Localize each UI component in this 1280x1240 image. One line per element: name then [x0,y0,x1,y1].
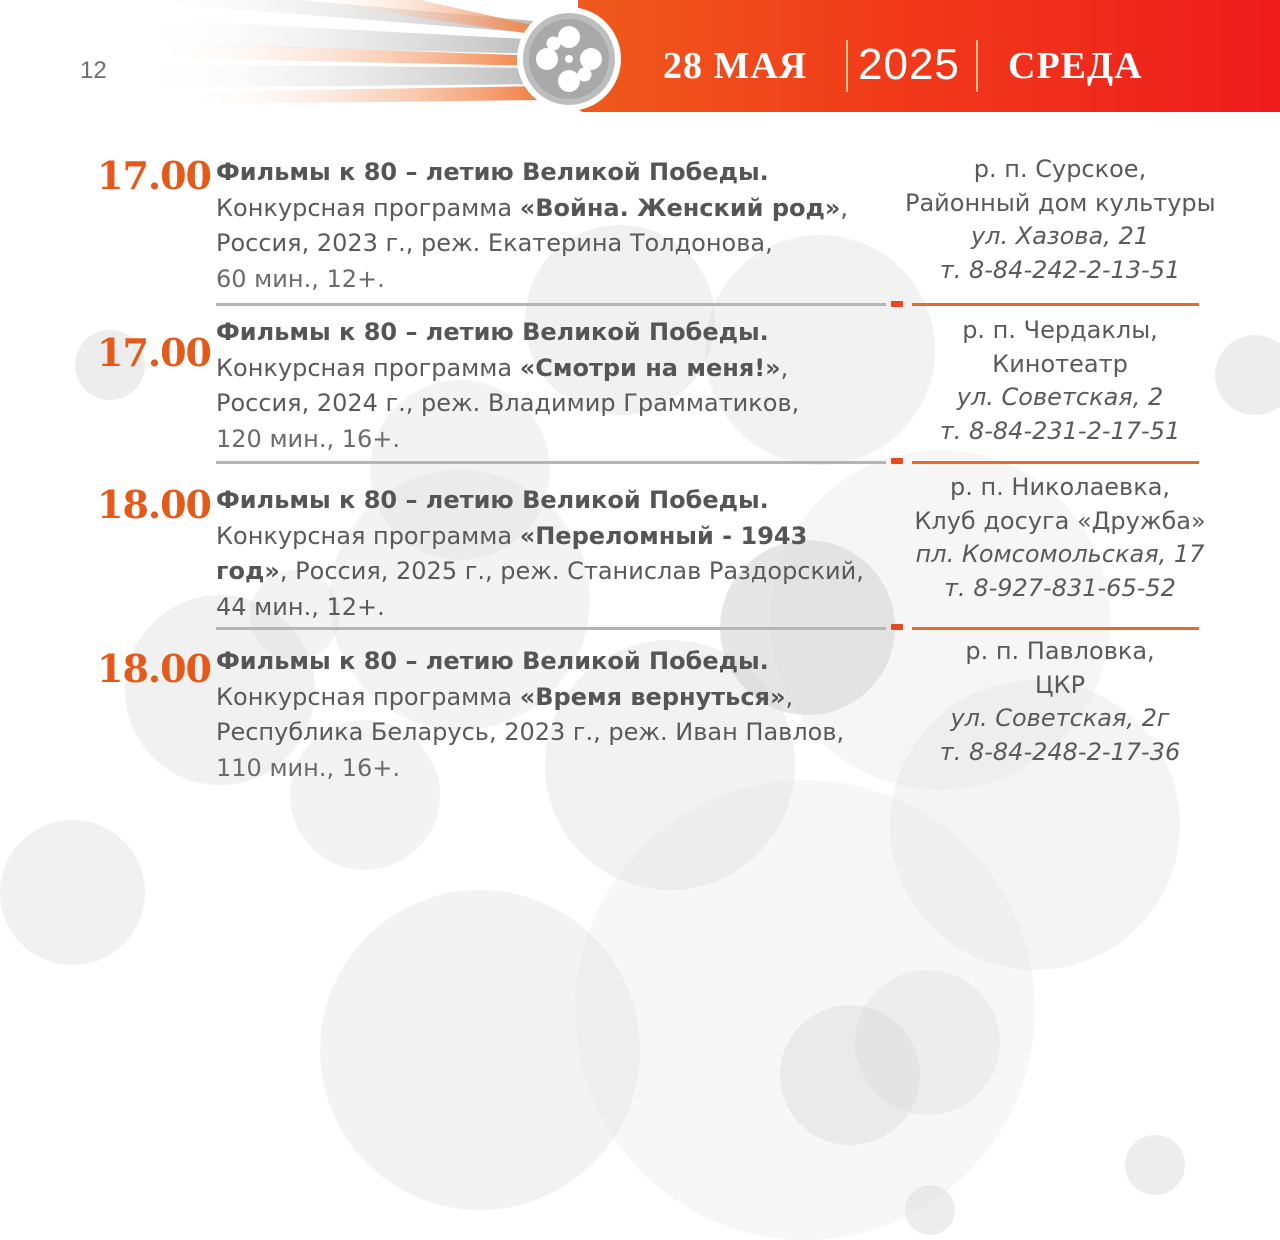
film-title: «Время вернуться» [519,682,786,711]
event-venue [905,635,1215,769]
event-program: Конкурсная программа [216,353,520,382]
date-weekday: СРЕДА [1008,45,1143,87]
event-description: Фильмы к 80 – летию Великой Победы. Конкурсная программа «Смотри на меня!», Россия, 2024 г., реж. Владимир Грамматиков, 120 мин., 16+. [216,318,800,453]
page-number: 12 [80,57,107,84]
venue-address: ул. Советская, 2г [950,704,1170,732]
venue-place: р. п. Николаевка, [949,473,1171,501]
venue-phone: т. 8-84-242-2-13-51 [939,255,1181,284]
event-time: 17.00 [97,330,211,375]
venue-address: ул. Советская, 2 [956,383,1164,411]
event-time: 18.00 [97,646,211,691]
venue-name: Районный дом культуры [905,188,1216,217]
film-title: «Война. Женский род» [519,193,841,222]
event-duration: 60 мин., 12+. [216,264,385,293]
event-program: Конкурсная программа [216,521,520,550]
separator-line [216,303,886,306]
event-details: Республика Беларусь, 2023 г., реж. Иван Павлов, [216,718,845,746]
date-year: 2025 [858,40,960,89]
venue-place: р. п. Чердаклы, [962,316,1158,344]
venue-phone: т. 8-927-831-65-52 [944,573,1176,602]
venue-name: ЦКР [1034,670,1086,699]
venue-address: пл. Комсомольская, 17 [915,540,1205,568]
venue-name: Клуб досуга «Дружба» [914,506,1206,535]
event-program: Конкурсная программа [216,193,520,222]
event-description [216,483,876,625]
venue-name: Кинотеатр [992,349,1128,378]
event-duration: 110 мин., 16+. [216,753,400,782]
event-heading: Фильмы к 80 – летию Великой Победы. [216,158,769,186]
venue-address: ул. Хазова, 21 [970,222,1150,250]
venue-phone: т. 8-84-231-2-17-51 [939,416,1181,445]
event-description: Фильмы к 80 – летию Великой Победы. Конкурсная программа «Время вернуться», Республика Беларусь, 2023 г., реж. Иван Павлов, 110 мин., 16+. [216,647,845,782]
venue-phone: т. 8-84-248-2-17-36 [939,737,1181,766]
separator-line [216,461,886,464]
event-details: Россия, 2023 г., реж. Екатерина Толдонова, [216,229,773,257]
event-heading: Фильмы к 80 – летию Великой Победы. [216,486,769,514]
separator-marker [891,301,903,307]
event-venue [905,471,1215,605]
event-heading: Фильмы к 80 – летию Великой Победы. [216,318,769,346]
separator-line [912,627,1199,630]
event-venue [905,153,1215,287]
film-title: «Смотри на меня!» [519,353,781,382]
event-details: , Россия, 2025 г., реж. Станислав Раздорский, 44 мин., 12+. [216,557,864,621]
separator-line [912,303,1199,306]
event-time: 18.00 [97,482,211,527]
separator-line [216,627,886,630]
venue-place: р. п. Сурское, [973,155,1147,183]
event-time: 17.00 [97,153,211,198]
event-venue [905,314,1215,448]
event-heading: Фильмы к 80 – летию Великой Победы. [216,647,769,675]
event-details: Россия, 2024 г., реж. Владимир Грамматиков, [216,389,800,417]
event-description: Фильмы к 80 – летию Великой Победы. Конкурсная программа «Война. Женский род», Россия, 2023 г., реж. Екатерина Толдонова, 60 мин., 12+. [216,158,849,293]
date-day: 28 МАЯ [663,45,808,87]
film-title: «Переломный - 1943 год» [216,521,808,585]
separator-line [912,461,1199,464]
venue-place: р. п. Павловка, [965,637,1155,665]
separator-marker [891,458,903,464]
event-program: Конкурсная программа [216,682,520,711]
event-duration: 120 мин., 16+. [216,424,400,453]
separator-marker [891,624,903,630]
